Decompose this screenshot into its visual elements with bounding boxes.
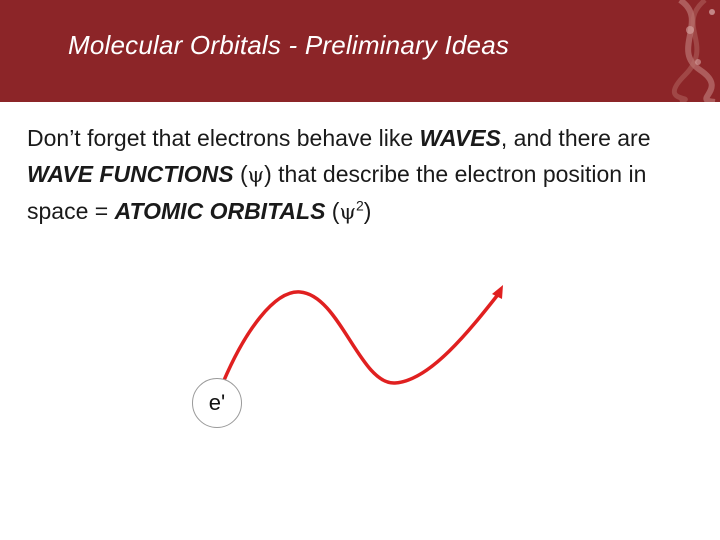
header-bar <box>0 0 720 102</box>
electron-circle <box>192 378 242 428</box>
psi-symbol: ψ <box>247 163 265 187</box>
body-text-part: ) <box>363 198 372 224</box>
electron-label: e' <box>208 390 226 415</box>
psi-squared-symbol: ψ <box>339 200 356 224</box>
waves-emphasis: WAVES <box>419 125 501 151</box>
body-text-part: , and there are <box>500 125 651 151</box>
body-paragraph <box>27 120 707 230</box>
wave-functions-emphasis: WAVE FUNCTIONS <box>27 161 234 187</box>
dna-decoration-icon <box>660 0 720 102</box>
body-text-part: ) that describe the electron position in space = <box>27 161 647 224</box>
superscript-two: 2 <box>355 197 364 214</box>
wave-arrowhead-icon <box>492 285 503 299</box>
body-text-part: Don’t forget that electrons behave like <box>27 125 420 151</box>
atomic-orbitals-emphasis: ATOMIC ORBITALS <box>114 198 326 224</box>
wave-curve <box>222 292 500 385</box>
body-text-part: ( <box>325 198 340 224</box>
slide-title: Molecular Orbitals - Preliminary Ideas <box>68 30 510 60</box>
body-text-part: ( <box>233 161 248 187</box>
